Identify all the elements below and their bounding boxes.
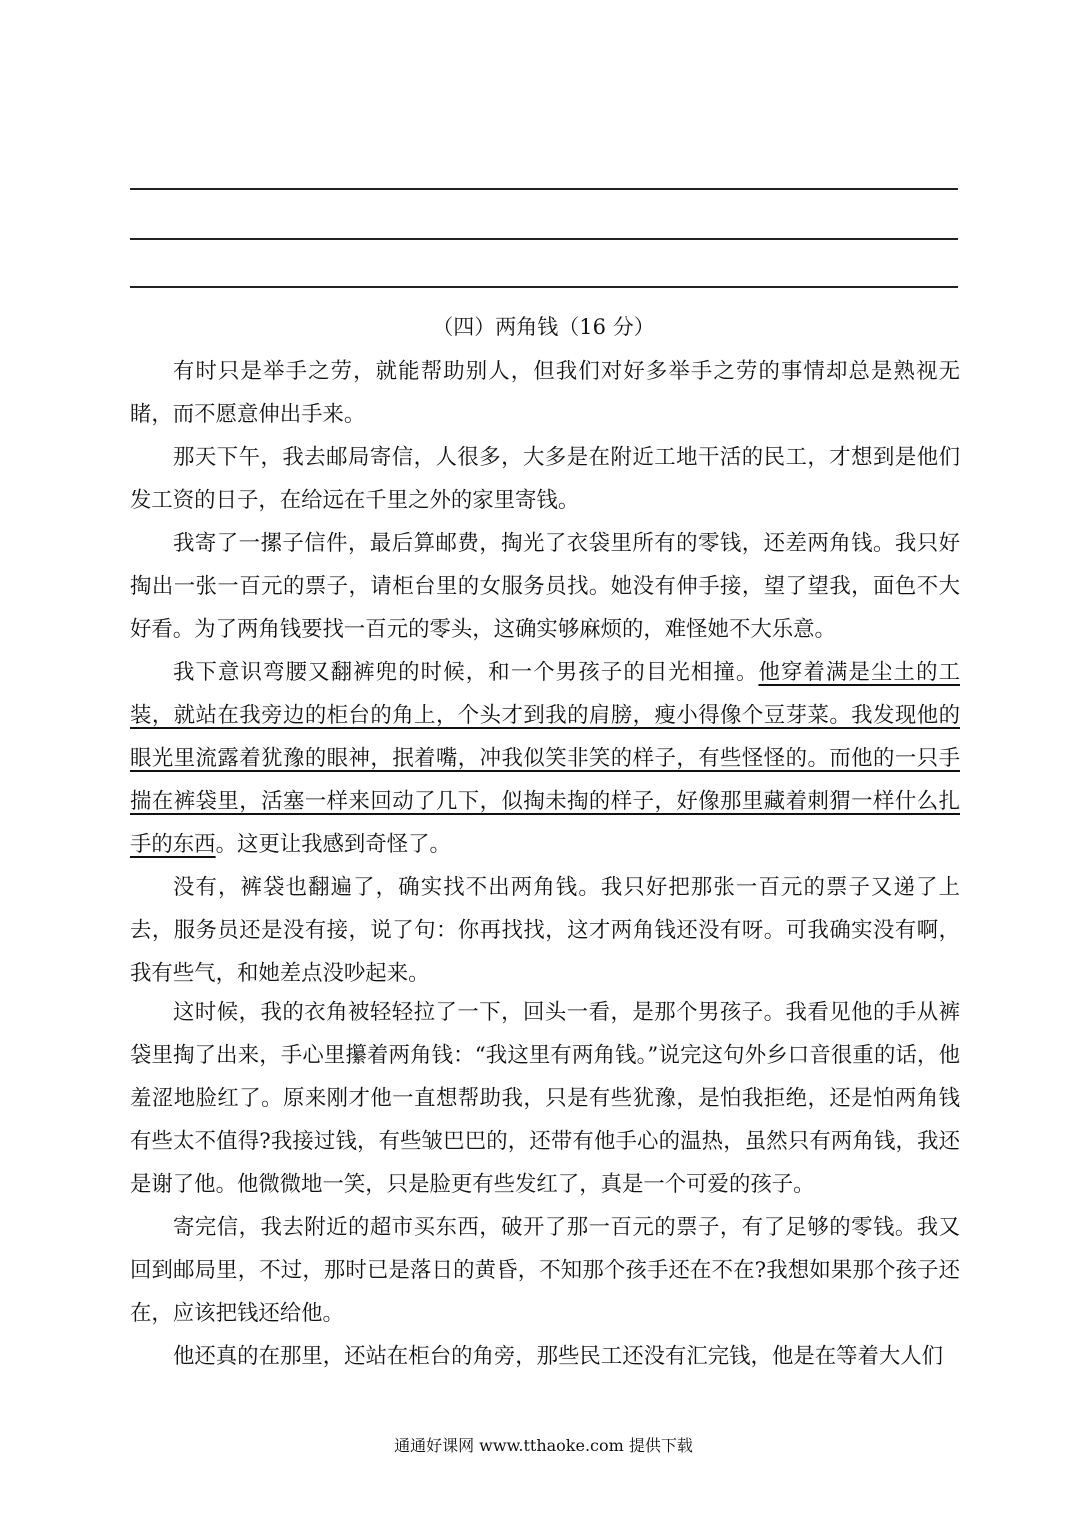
paragraph-7: 寄完信，我去附近的超市买东西，破开了那一百元的票子，有了足够的零钱。我又回到邮局里，不过，那时已是落日的黄昏，不知那个孩手还在不在?我想如果那个孩子还在，应该把钱还给他。 <box>130 1215 960 1326</box>
section-title: （四）两角钱（16 分） <box>432 315 655 339</box>
paragraph-2: 那天下午，我去邮局寄信，人很多，大多是在附近工地干活的民工，才想到是他们发工资的日子，在给远在千里之外的家里寄钱。 <box>130 445 960 513</box>
paragraph-4-intro: 我下意识弯腰又翻裤兜的时候，和一个男孩子的目光相撞。 <box>173 660 759 685</box>
footer-text: 通通好课网 www.tthaoke.com 提供下载 <box>394 1436 693 1455</box>
paragraph-5: 没有，裤袋也翻遍了，确实找不出两角钱。我只好把那张一百元的票子又递了上去，服务员还是没有接，说了句：你再找找，这才两角钱还没有呀。可我确实没有啊，我有些气，和她差点没吵起来。 <box>130 875 960 986</box>
paragraph-1: 有时只是举手之劳，就能帮助别人，但我们对好多举手之劳的事情却总是熟视无睹，而不愿意伸出手来。 <box>130 359 960 427</box>
answer-line-3 <box>130 286 958 288</box>
answer-line-1 <box>130 188 958 190</box>
paragraph-4 <box>130 651 960 866</box>
paragraph-3: 我寄了一摞子信件，最后算邮费，掏光了衣袋里所有的零钱，还差两角钱。我只好掏出一张一百元的票子，请柜台里的女服务员找。她没有伸手接，望了望我，面色不大好看。为了两角钱要找一百元的零头，这确实够麻烦的，难怪她不大乐意。 <box>130 531 960 642</box>
underlined-passage: 他穿着满是尘土的工装，就站在我旁边的柜台的角上，个头才到我的肩膀，瘦小得像个豆芽菜。我发现他的眼光里流露着犹豫的眼神，抿着嘴，冲我似笑非笑的样子，有些怪怪的。而他的一只手揣在裤袋里，活塞一样来回动了几下，似掏未掏的样子，好像那里藏着刺猬一样什么扎手的东西 <box>130 660 960 857</box>
answer-line-2 <box>130 238 958 240</box>
paragraph-4-ending: 。这更让我感到奇怪了。 <box>215 832 451 857</box>
paragraph-8: 他还真的在那里，还站在柜台的角旁，那些民工还没有汇完钱，他是在等着大人们 <box>173 1344 944 1369</box>
paragraph-6: 这时候，我的衣角被轻轻拉了一下，回头一看，是那个男孩子。我看见他的手从裤袋里掏了出来，手心里攥着两角钱：“我这里有两角钱。”说完这句外乡口音很重的话，他羞涩地脸红了。原来刚才他一直想帮助我，只是有些犹豫，是怕我拒绝，还是怕两角钱有些太不值得?我接过钱，有些皱巴巴的，还带有他手心的温热，虽然只有两角钱，我还是谢了他。他微微地一笑，只是脸更有些发红了，真是一个可爱的孩子。 <box>130 1000 960 1197</box>
